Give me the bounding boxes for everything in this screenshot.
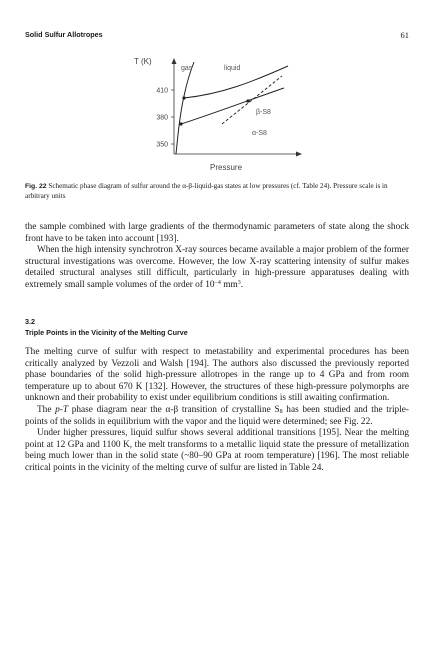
page-number: 61 [400,30,409,40]
body-text-bottom [25,347,409,475]
triple-point [179,122,182,125]
italic-pt: p-T [55,404,69,415]
section-heading [25,316,409,338]
section-title: Triple Points in the Vicinity of the Melting Curve [25,328,188,337]
paragraph-text: mm [220,279,238,290]
region-label-beta: β-S8 [256,109,271,116]
phase-diagram [132,54,312,184]
y-axis-label: T (K) [134,57,152,66]
figure-caption [25,182,409,201]
x-axis-arrow [296,152,302,157]
superscript: 3 [237,279,241,286]
paragraph: the sample combined with large gradients of the thermodynamic parameters of state along the shock front have to be taken into account [193]. [25,222,409,244]
region-label-alpha: α-S8 [252,130,267,137]
vapor-pressure-curve [176,62,194,154]
running-title: Solid Sulfur Allotropes [25,30,103,39]
triple-point [182,96,185,99]
triple-point [246,99,249,102]
superscript: −4 [214,279,221,286]
alpha-beta-boundary [181,88,284,124]
caption-label: Fig. 22 [25,183,47,190]
subscript: 8 [279,408,283,415]
paragraph-text: has been studied and the triple-points of the solids in equilibrium with the vapor and the liquid were determined; see Fig. 22. [25,404,409,427]
paragraph: Under higher pressures, liquid sulfur shows several additional transitions [195]. Near the melting point at 12 GPa and 1100 K, the melt transforms to a metallic liquid state the pressure of metallization being much lower than in the solid state (~80–90 GPa at room temperature) [196]. The most reliable critical points in the vicinity of the melting curve of sulfur are listed in Table 24. [25,428,409,473]
paragraph: The melting curve of sulfur with respect to metastability and experimental procedures has been critically analyzed by Vezzoli and Walsh [194]. The authors also discussed the previously reported phase boundaries of the solid high-pressure allotropes in the range up to 4 GPa and from room temperature up to about 670 K [132]. However, the structures of these high-pressure polymorphs are unknown and their probability to exist under equilibrium conditions is still awaiting confirmation. [25,347,409,404]
body-text-top [25,222,409,292]
paragraph-text: phase diagram near the α-β transition of crystalline S [68,404,280,415]
y-tick-label: 350 [156,141,168,149]
metastable-dashed-line [222,76,282,124]
caption-text: Schematic phase diagram of sulfur around the α-β-liquid-gas states at low pressures (cf. Table 24). Pressure scale is in arbitrary units [25,182,388,200]
phase-diagram-figure [132,54,312,184]
paragraph-text: . [240,279,244,290]
paragraph [25,405,409,428]
running-header [25,30,409,44]
region-label-liquid: liquid [224,65,241,72]
paragraph-text: The [37,404,56,415]
y-axis-arrow [172,58,177,64]
y-tick-label: 410 [156,87,168,95]
paragraph [25,245,409,291]
region-label-gas: gas [181,65,193,72]
y-tick-label: 380 [156,114,168,122]
paragraph-text: When the high intensity synchrotron X-ray sources became available a major problem of the former structural investigations was overcome. However, the low X-ray scattering intensity of sulfur makes detailed structural analyses still difficult, particularly in high-pressure apparatuses dealing with extremely small sample volumes of the order of 10 [25,245,409,290]
section-number: 3.2 [25,317,35,326]
x-axis-label: Pressure [210,163,243,172]
